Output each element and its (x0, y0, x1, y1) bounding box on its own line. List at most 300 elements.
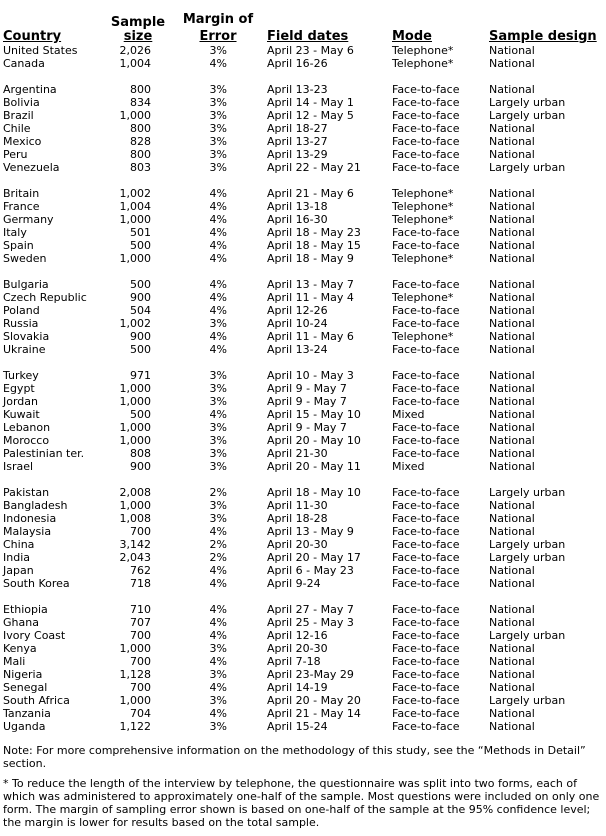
cell-sample-size: 803 (130, 161, 151, 174)
cell-margin-of-error: 4% (209, 278, 227, 291)
cell-field-dates: April 18 - May 15 (267, 239, 361, 252)
cell-country: Britain (3, 187, 40, 200)
cell-country: Poland (3, 304, 40, 317)
cell-margin-of-error: 3% (209, 369, 227, 382)
cell-mode: Telephone* (392, 200, 454, 213)
header-sample-size (107, 16, 169, 44)
cell-mode: Face-to-face (392, 681, 460, 694)
cell-mode: Face-to-face (392, 655, 460, 668)
cell-margin-of-error: 4% (209, 57, 227, 70)
cell-margin-of-error: 4% (209, 525, 227, 538)
cell-sample-design: National (489, 369, 535, 382)
cell-margin-of-error: 4% (209, 616, 227, 629)
cell-field-dates: April 27 - May 7 (267, 603, 354, 616)
cell-sample-design: National (489, 668, 535, 681)
cell-country: Bulgaria (3, 278, 49, 291)
cell-mode: Face-to-face (392, 616, 460, 629)
table-row (3, 460, 603, 473)
cell-sample-size: 900 (130, 460, 151, 473)
cell-field-dates: April 7-18 (267, 655, 321, 668)
cell-country: Pakistan (3, 486, 50, 499)
cell-margin-of-error: 3% (209, 96, 227, 109)
cell-sample-design: Largely urban (489, 629, 566, 642)
table-row (3, 382, 603, 395)
cell-sample-design: National (489, 421, 535, 434)
cell-mode: Telephone* (392, 330, 454, 343)
cell-margin-of-error: 2% (209, 486, 227, 499)
cell-sample-size: 504 (130, 304, 151, 317)
cell-sample-size: 900 (130, 291, 151, 304)
cell-country: Russia (3, 317, 39, 330)
cell-country: Mali (3, 655, 26, 668)
cell-mode: Telephone* (392, 213, 454, 226)
cell-country: Venezuela (3, 161, 60, 174)
country-group (3, 603, 603, 733)
cell-sample-design: National (489, 564, 535, 577)
cell-margin-of-error: 3% (209, 434, 227, 447)
cell-margin-of-error: 3% (209, 499, 227, 512)
cell-sample-design: National (489, 512, 535, 525)
cell-field-dates: April 20-30 (267, 642, 328, 655)
cell-country: Kuwait (3, 408, 40, 421)
cell-sample-size: 1,128 (119, 668, 151, 681)
cell-mode: Face-to-face (392, 447, 460, 460)
cell-field-dates: April 20-30 (267, 538, 328, 551)
table-row (3, 161, 603, 174)
telephone-footnote: * To reduce the length of the interview by telephone, the questionnaire was split into two forms, each of which was administered to approximately one-half of the sample. Most questions were included on only one form. The margin of sampling error shown is based on one-half of the sample at the 95% confidence level; the margin is lower for results based on the total sample. (3, 777, 600, 829)
table-row (3, 525, 603, 538)
cell-country: Canada (3, 57, 45, 70)
table-row (3, 148, 603, 161)
cell-field-dates: April 16-30 (267, 213, 328, 226)
cell-sample-design: National (489, 252, 535, 265)
cell-field-dates: April 9 - May 7 (267, 382, 347, 395)
cell-country: South Korea (3, 577, 70, 590)
cell-sample-design: National (489, 460, 535, 473)
cell-country: Turkey (3, 369, 39, 382)
cell-sample-design: National (489, 642, 535, 655)
table-row (3, 369, 603, 382)
cell-country: China (3, 538, 35, 551)
cell-sample-size: 1,122 (119, 720, 151, 733)
cell-sample-size: 1,000 (119, 382, 151, 395)
header-field-dates: Field dates (267, 29, 349, 44)
cell-sample-design: Largely urban (489, 538, 566, 551)
cell-field-dates: April 14 - May 1 (267, 96, 354, 109)
cell-margin-of-error: 4% (209, 343, 227, 356)
cell-country: Ethiopia (3, 603, 48, 616)
cell-mode: Face-to-face (392, 382, 460, 395)
cell-country: Nigeria (3, 668, 43, 681)
cell-mode: Face-to-face (392, 369, 460, 382)
country-group (3, 486, 603, 590)
cell-country: Peru (3, 148, 28, 161)
cell-country: Ivory Coast (3, 629, 66, 642)
cell-field-dates: April 13 - May 9 (267, 525, 354, 538)
cell-field-dates: April 25 - May 3 (267, 616, 354, 629)
cell-field-dates: April 13-24 (267, 343, 328, 356)
cell-mode: Mixed (392, 460, 425, 473)
table-body (3, 44, 603, 733)
cell-margin-of-error: 3% (209, 668, 227, 681)
cell-mode: Face-to-face (392, 304, 460, 317)
cell-field-dates: April 20 - May 17 (267, 551, 361, 564)
cell-margin-of-error: 4% (209, 304, 227, 317)
cell-mode: Face-to-face (392, 642, 460, 655)
cell-mode: Mixed (392, 408, 425, 421)
cell-sample-design: National (489, 499, 535, 512)
cell-country: South Africa (3, 694, 70, 707)
country-group (3, 369, 603, 473)
cell-field-dates: April 23 - May 6 (267, 44, 354, 57)
cell-margin-of-error: 4% (209, 291, 227, 304)
cell-sample-size: 762 (130, 564, 151, 577)
table-row (3, 720, 603, 733)
table-row (3, 252, 603, 265)
country-group (3, 83, 603, 174)
cell-field-dates: April 13-23 (267, 83, 328, 96)
cell-margin-of-error: 3% (209, 148, 227, 161)
cell-field-dates: April 13 - May 7 (267, 278, 354, 291)
cell-sample-design: National (489, 187, 535, 200)
cell-sample-size: 1,000 (119, 213, 151, 226)
cell-field-dates: April 21 - May 6 (267, 187, 354, 200)
cell-sample-design: National (489, 382, 535, 395)
cell-mode: Face-to-face (392, 707, 460, 720)
cell-margin-of-error: 3% (209, 642, 227, 655)
cell-country: Ukraine (3, 343, 46, 356)
cell-sample-design: National (489, 655, 535, 668)
cell-country: Germany (3, 213, 54, 226)
cell-field-dates: April 12-16 (267, 629, 328, 642)
cell-sample-design: National (489, 343, 535, 356)
cell-country: Kenya (3, 642, 37, 655)
cell-country: Argentina (3, 83, 57, 96)
cell-country: France (3, 200, 40, 213)
cell-sample-size: 500 (130, 408, 151, 421)
cell-sample-design: National (489, 57, 535, 70)
cell-mode: Face-to-face (392, 343, 460, 356)
cell-margin-of-error: 4% (209, 629, 227, 642)
cell-sample-size: 808 (130, 447, 151, 460)
cell-sample-size: 3,142 (119, 538, 151, 551)
cell-mode: Face-to-face (392, 577, 460, 590)
cell-field-dates: April 12 - May 5 (267, 109, 354, 122)
table-row (3, 694, 603, 707)
cell-sample-design: Largely urban (489, 109, 566, 122)
cell-country: Japan (3, 564, 34, 577)
cell-sample-design: National (489, 577, 535, 590)
cell-mode: Face-to-face (392, 148, 460, 161)
cell-country: Chile (3, 122, 31, 135)
table-row (3, 421, 603, 434)
cell-country: Tanzania (3, 707, 51, 720)
cell-sample-design: Largely urban (489, 161, 566, 174)
table-row (3, 668, 603, 681)
cell-sample-size: 2,026 (119, 44, 151, 57)
methods-note: Note: For more comprehensive information on the methodology of this study, see the “Methods in Detail” section. (3, 744, 586, 770)
cell-sample-design: National (489, 681, 535, 694)
cell-field-dates: April 11 - May 6 (267, 330, 354, 343)
cell-margin-of-error: 3% (209, 135, 227, 148)
cell-field-dates: April 9-24 (267, 577, 321, 590)
cell-field-dates: April 6 - May 23 (267, 564, 354, 577)
footnotes (3, 744, 603, 836)
cell-sample-size: 1,000 (119, 395, 151, 408)
cell-country: Uganda (3, 720, 46, 733)
cell-country: Brazil (3, 109, 34, 122)
cell-sample-design: Largely urban (489, 486, 566, 499)
cell-margin-of-error: 4% (209, 330, 227, 343)
cell-margin-of-error: 3% (209, 694, 227, 707)
cell-margin-of-error: 3% (209, 447, 227, 460)
cell-margin-of-error: 4% (209, 655, 227, 668)
cell-country: Slovakia (3, 330, 50, 343)
cell-mode: Face-to-face (392, 226, 460, 239)
cell-margin-of-error: 2% (209, 551, 227, 564)
cell-field-dates: April 11-30 (267, 499, 328, 512)
cell-mode: Face-to-face (392, 278, 460, 291)
cell-field-dates: April 13-27 (267, 135, 328, 148)
cell-mode: Face-to-face (392, 486, 460, 499)
cell-field-dates: April 13-18 (267, 200, 328, 213)
header-sample-size-line1: Sample (110, 15, 166, 30)
cell-field-dates: April 10 - May 3 (267, 369, 354, 382)
cell-mode: Face-to-face (392, 395, 460, 408)
cell-country: Italy (3, 226, 27, 239)
cell-field-dates: April 16-26 (267, 57, 328, 70)
header-moe-line2: Error (199, 29, 237, 44)
cell-sample-design: National (489, 616, 535, 629)
cell-field-dates: April 21 - May 14 (267, 707, 361, 720)
cell-field-dates: April 10-24 (267, 317, 328, 330)
cell-field-dates: April 18 - May 9 (267, 252, 354, 265)
cell-mode: Face-to-face (392, 564, 460, 577)
cell-country: Bolivia (3, 96, 40, 109)
cell-sample-size: 1,002 (119, 187, 151, 200)
cell-sample-design: National (489, 291, 535, 304)
cell-mode: Face-to-face (392, 317, 460, 330)
table-row (3, 447, 603, 460)
cell-mode: Face-to-face (392, 668, 460, 681)
table-row (3, 278, 603, 291)
cell-sample-size: 1,000 (119, 421, 151, 434)
table-row (3, 655, 603, 668)
table-row (3, 512, 603, 525)
cell-country: India (3, 551, 30, 564)
table-row (3, 486, 603, 499)
cell-field-dates: April 15 - May 10 (267, 408, 361, 421)
cell-margin-of-error: 3% (209, 83, 227, 96)
cell-margin-of-error: 4% (209, 213, 227, 226)
table-row (3, 577, 603, 590)
cell-mode: Face-to-face (392, 239, 460, 252)
cell-sample-design: National (489, 122, 535, 135)
cell-sample-design: National (489, 720, 535, 733)
cell-sample-design: National (489, 525, 535, 538)
cell-sample-design: National (489, 278, 535, 291)
table-row (3, 434, 603, 447)
cell-country: Spain (3, 239, 34, 252)
cell-mode: Face-to-face (392, 603, 460, 616)
cell-sample-size: 500 (130, 239, 151, 252)
cell-margin-of-error: 3% (209, 512, 227, 525)
cell-mode: Telephone* (392, 187, 454, 200)
cell-sample-design: National (489, 603, 535, 616)
table-row (3, 681, 603, 694)
cell-sample-design: National (489, 395, 535, 408)
cell-sample-design: Largely urban (489, 694, 566, 707)
table-row (3, 629, 603, 642)
cell-field-dates: April 23-May 29 (267, 668, 354, 681)
cell-mode: Face-to-face (392, 96, 460, 109)
cell-mode: Face-to-face (392, 720, 460, 733)
cell-country: Malaysia (3, 525, 52, 538)
cell-sample-size: 1,004 (119, 57, 151, 70)
table-row (3, 226, 603, 239)
cell-sample-design: National (489, 239, 535, 252)
cell-country: Palestinian ter. (3, 447, 85, 460)
table-row (3, 213, 603, 226)
cell-sample-design: National (489, 707, 535, 720)
table-row (3, 408, 603, 421)
cell-country: Egypt (3, 382, 35, 395)
cell-margin-of-error: 4% (209, 603, 227, 616)
cell-sample-size: 1,000 (119, 642, 151, 655)
cell-sample-design: National (489, 44, 535, 57)
cell-mode: Face-to-face (392, 525, 460, 538)
cell-sample-design: Largely urban (489, 96, 566, 109)
cell-margin-of-error: 3% (209, 109, 227, 122)
cell-sample-size: 700 (130, 655, 151, 668)
table-row (3, 343, 603, 356)
cell-sample-size: 1,000 (119, 252, 151, 265)
cell-mode: Telephone* (392, 44, 454, 57)
header-country: Country (3, 29, 62, 44)
cell-margin-of-error: 3% (209, 317, 227, 330)
header-margin-of-error (177, 13, 259, 44)
cell-field-dates: April 14-19 (267, 681, 328, 694)
table-row (3, 83, 603, 96)
cell-country: Mexico (3, 135, 42, 148)
cell-margin-of-error: 4% (209, 239, 227, 252)
cell-sample-size: 704 (130, 707, 151, 720)
table-row (3, 538, 603, 551)
cell-field-dates: April 11 - May 4 (267, 291, 354, 304)
table-row (3, 239, 603, 252)
table-row (3, 96, 603, 109)
cell-sample-size: 900 (130, 330, 151, 343)
cell-field-dates: April 18 - May 23 (267, 226, 361, 239)
cell-mode: Face-to-face (392, 629, 460, 642)
cell-sample-size: 800 (130, 122, 151, 135)
cell-sample-size: 1,004 (119, 200, 151, 213)
header-moe-line1: Margin of (182, 12, 254, 27)
cell-sample-design: National (489, 408, 535, 421)
cell-country: Senegal (3, 681, 48, 694)
table-row (3, 122, 603, 135)
cell-field-dates: April 13-29 (267, 148, 328, 161)
methodology-table (3, 8, 603, 746)
cell-country: Israel (3, 460, 34, 473)
cell-mode: Face-to-face (392, 122, 460, 135)
cell-field-dates: April 9 - May 7 (267, 395, 347, 408)
cell-country: Lebanon (3, 421, 51, 434)
cell-sample-design: National (489, 434, 535, 447)
cell-mode: Face-to-face (392, 551, 460, 564)
cell-margin-of-error: 4% (209, 681, 227, 694)
cell-sample-size: 1,000 (119, 109, 151, 122)
cell-margin-of-error: 4% (209, 200, 227, 213)
table-row (3, 499, 603, 512)
cell-field-dates: April 18-28 (267, 512, 328, 525)
table-row (3, 187, 603, 200)
cell-margin-of-error: 3% (209, 395, 227, 408)
cell-field-dates: April 12-26 (267, 304, 328, 317)
cell-mode: Face-to-face (392, 161, 460, 174)
table-row (3, 200, 603, 213)
cell-country: Indonesia (3, 512, 57, 525)
cell-margin-of-error: 4% (209, 564, 227, 577)
cell-mode: Face-to-face (392, 538, 460, 551)
cell-sample-design: National (489, 200, 535, 213)
table-row (3, 395, 603, 408)
cell-sample-design: National (489, 83, 535, 96)
table-row (3, 135, 603, 148)
cell-field-dates: April 9 - May 7 (267, 421, 347, 434)
cell-sample-size: 834 (130, 96, 151, 109)
cell-margin-of-error: 2% (209, 538, 227, 551)
cell-sample-size: 1,002 (119, 317, 151, 330)
cell-margin-of-error: 3% (209, 421, 227, 434)
cell-sample-design: National (489, 330, 535, 343)
table-row (3, 57, 603, 70)
cell-sample-size: 500 (130, 278, 151, 291)
cell-sample-size: 1,000 (119, 694, 151, 707)
table-row (3, 603, 603, 616)
cell-sample-size: 500 (130, 343, 151, 356)
cell-sample-design: National (489, 447, 535, 460)
cell-margin-of-error: 4% (209, 187, 227, 200)
cell-mode: Telephone* (392, 252, 454, 265)
cell-field-dates: April 18 - May 10 (267, 486, 361, 499)
cell-mode: Face-to-face (392, 83, 460, 96)
cell-sample-size: 2,043 (119, 551, 151, 564)
table-header (3, 8, 603, 44)
cell-mode: Face-to-face (392, 421, 460, 434)
cell-sample-size: 1,000 (119, 499, 151, 512)
cell-sample-design: National (489, 317, 535, 330)
cell-sample-size: 700 (130, 525, 151, 538)
header-sample-size-line2: size (123, 29, 153, 44)
cell-mode: Telephone* (392, 291, 454, 304)
cell-sample-size: 971 (130, 369, 151, 382)
cell-margin-of-error: 3% (209, 460, 227, 473)
table-row (3, 616, 603, 629)
cell-sample-design: National (489, 226, 535, 239)
cell-country: Jordan (3, 395, 38, 408)
cell-sample-size: 1,000 (119, 434, 151, 447)
country-group (3, 44, 603, 70)
cell-mode: Face-to-face (392, 434, 460, 447)
table-row (3, 330, 603, 343)
cell-sample-size: 700 (130, 629, 151, 642)
cell-sample-size: 828 (130, 135, 151, 148)
cell-sample-size: 2,008 (119, 486, 151, 499)
cell-margin-of-error: 3% (209, 382, 227, 395)
cell-sample-size: 1,008 (119, 512, 151, 525)
cell-margin-of-error: 4% (209, 577, 227, 590)
